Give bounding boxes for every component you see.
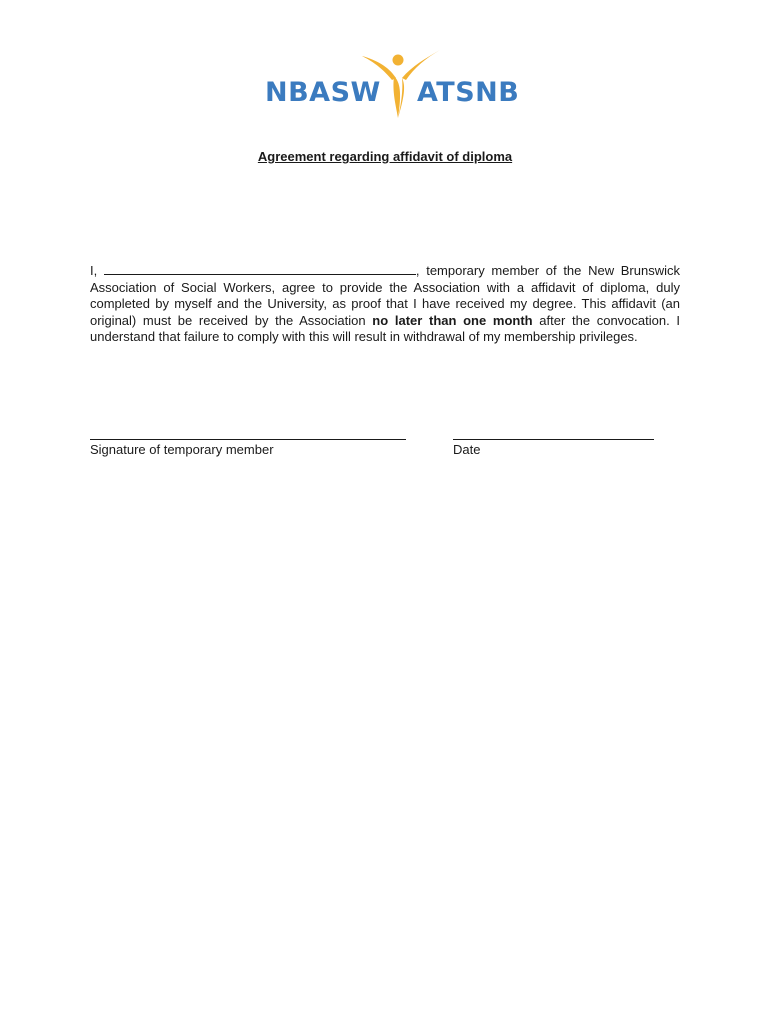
member-name-blank[interactable]	[104, 263, 416, 275]
paragraph-suffix: after the convocation. I understand that failure to comply with this will result in withdrawal of my membership privileges.	[90, 312, 680, 344]
signature-label: Signature of temporary member	[90, 442, 274, 457]
deadline-emphasis: no later than one month	[372, 312, 533, 328]
date-label: Date	[453, 442, 481, 457]
paragraph-main: , temporary member of the New Brunswick Association of Social Workers, agree to provide the Association with a affidavit of diploma, duly completed by myself and the University, as proof that I have received my degree. This affidavit (an original) must be received by the Association	[90, 263, 680, 328]
nbasw-atsnb-logo	[262, 46, 520, 122]
paragraph-prefix: I,	[90, 263, 104, 278]
signature-line[interactable]	[90, 439, 406, 440]
logo-text-nbasw: NBASW	[265, 77, 381, 108]
agreement-paragraph	[90, 263, 680, 346]
logo-text-atsnb: ATSNB	[417, 77, 520, 108]
document-title: Agreement regarding affidavit of diploma	[257, 149, 513, 164]
date-line[interactable]	[453, 439, 654, 440]
